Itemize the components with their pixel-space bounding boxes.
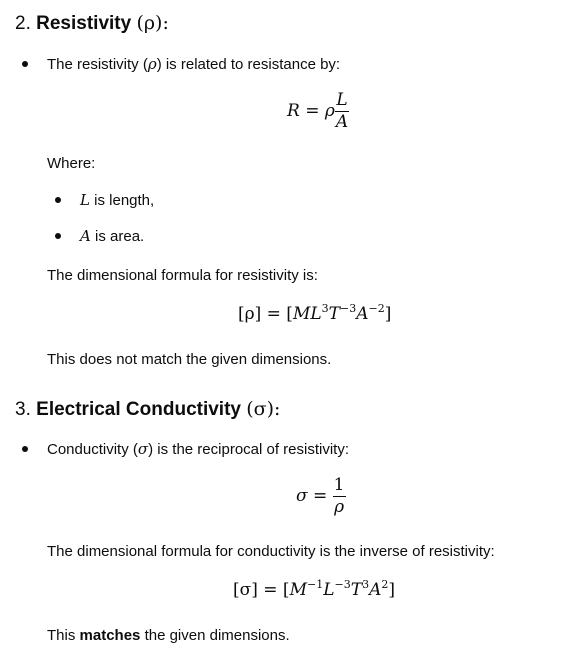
sub-item-area — [80, 226, 144, 247]
conductivity-intro-text — [47, 439, 349, 460]
text-fragment: the given dimensions. — [144, 627, 290, 644]
heading-title: Resistivity — [36, 13, 132, 34]
dim-eq-T: T — [350, 580, 363, 600]
dim-eq-T-exp: −3 — [340, 302, 357, 315]
fraction-numerator: 1 — [333, 475, 345, 495]
dim-eq-A-exp: −2 — [368, 302, 385, 315]
dim-eq-M: M — [292, 304, 311, 324]
section-heading-conductivity — [15, 398, 280, 421]
eq-sign: = — [305, 101, 320, 121]
conductivity-equation — [296, 477, 346, 516]
eq-lhs: σ — [296, 486, 308, 506]
fraction — [333, 477, 346, 516]
bullet-point — [22, 61, 28, 67]
dim-eq-M-exp: −1 — [306, 578, 324, 591]
dim-eq-lhs: [ρ] = [ — [238, 304, 293, 324]
sub-item-text: is area. — [95, 228, 145, 245]
dim-eq-close: ] — [388, 580, 395, 600]
dim-eq-close: ] — [384, 304, 392, 324]
eq-rho: ρ — [324, 101, 335, 121]
fraction — [335, 92, 349, 131]
text-fragment: Conductivity ( — [47, 441, 138, 458]
rho-symbol: ρ — [147, 55, 157, 73]
dim-eq-A: A — [356, 304, 369, 324]
heading-number: 3. — [15, 399, 31, 420]
resistivity-conclusion: This does not match the given dimensions. — [47, 351, 332, 368]
eq-sign: = — [313, 486, 328, 506]
dim-eq-A: A — [369, 580, 382, 600]
fraction-numerator: L — [336, 90, 348, 110]
conductivity-conclusion — [47, 626, 290, 646]
heading-number: 2. — [15, 13, 31, 34]
text-fragment: The resistivity ( — [47, 56, 148, 73]
fraction-denominator: A — [335, 112, 349, 132]
resistivity-intro-text — [47, 54, 340, 75]
section-heading-resistivity — [15, 12, 169, 35]
length-symbol: L — [80, 191, 90, 209]
dim-eq-A-exp: 2 — [381, 578, 389, 591]
text-fragment: ) is related to resistance by: — [156, 56, 341, 73]
text-fragment: This — [47, 627, 76, 644]
fraction-denominator: ρ — [334, 497, 345, 517]
heading-symbol: (ρ): — [136, 12, 169, 34]
eq-lhs: R — [287, 101, 300, 121]
dim-eq-T-exp: 3 — [362, 578, 370, 591]
where-label: Where: — [47, 155, 96, 172]
resistance-equation — [287, 92, 349, 131]
dim-eq-L-exp: 3 — [321, 302, 329, 315]
dim-eq-L-exp: −3 — [334, 578, 351, 591]
dim-eq-L: L — [310, 304, 322, 324]
emphasis-matches: matches — [79, 627, 141, 644]
text-fragment: ) is the reciprocal of resistivity: — [148, 441, 350, 458]
sigma-symbol: σ — [137, 440, 149, 458]
sub-item-length — [80, 190, 154, 211]
bullet-point — [22, 446, 28, 452]
sub-bullet-point — [55, 233, 61, 239]
heading-symbol: (σ): — [246, 398, 281, 420]
dim-eq-L: L — [323, 580, 335, 600]
area-symbol: A — [80, 227, 91, 245]
conductivity-dimensional-formula — [233, 580, 395, 600]
dim-eq-lhs: [σ] = [ — [233, 580, 290, 600]
dim-eq-T: T — [328, 304, 341, 324]
conductivity-dim-intro: The dimensional formula for conductivity is the inverse of resistivity: — [47, 543, 495, 560]
resistivity-dim-intro: The dimensional formula for resistivity is: — [47, 267, 318, 284]
dim-eq-M: M — [289, 580, 307, 600]
heading-title: Electrical Conductivity — [36, 399, 241, 420]
sub-bullet-point — [55, 197, 61, 203]
sub-item-text: is length, — [94, 192, 155, 209]
resistivity-dimensional-formula — [238, 304, 391, 324]
